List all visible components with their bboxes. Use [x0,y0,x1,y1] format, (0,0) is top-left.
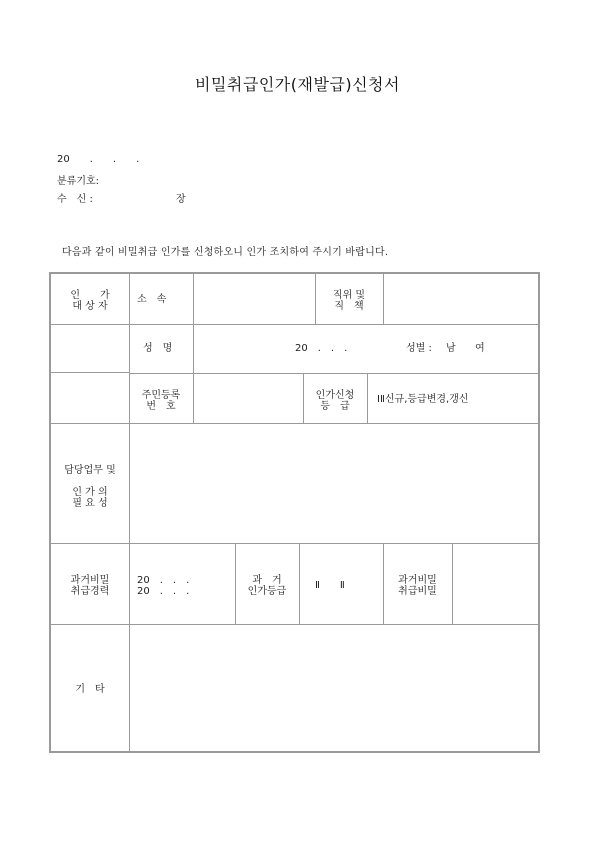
duty-necessity-field[interactable] [130,424,538,543]
affiliation-field[interactable] [194,274,315,324]
recipient-suffix: 장 [176,194,186,205]
position-field[interactable] [384,274,538,324]
gender-label: 성별 : [406,343,432,354]
past-secret-field[interactable] [453,544,538,624]
subject-label: 인 가 대 상 자 [70,290,110,312]
grade-options[interactable]: ⅠⅡ신규,등급변경,갱신 [377,394,469,405]
grade-request-label: 인가신청 등 급 [315,390,355,412]
intro-text: 다음과 같이 비밀취급 인가를 신청하오니 인가 조치하여 주시기 바랍니다. [62,247,389,258]
resident-number-label: 주민등록 번 호 [141,390,181,412]
position-label: 직위 및 직 책 [332,290,366,312]
classification-code: 분류기호: [57,176,100,187]
gender-female-option[interactable]: 여 [475,343,485,354]
past-grade-label: 과 거 인가등급 [247,575,287,597]
duty-necessity-label: 담당업무 및 인 가 의 필 요 성 [64,465,116,509]
name-field[interactable] [194,325,294,373]
history-dates: 20 . . . 20 . . . [137,575,190,597]
birth-date: 20 . . . [295,343,348,354]
application-form [49,272,540,753]
history-label: 과거비밀 취급경력 [70,575,110,597]
other-label: 기 타 [75,684,105,695]
past-grade-options[interactable]: Ⅱ Ⅱ [315,580,345,591]
gender-male-option[interactable]: 남 [446,343,456,354]
name-label: 성 명 [143,343,173,354]
page-title: 비밀취급인가(재발급)신청서 [195,75,400,94]
other-field[interactable] [130,625,538,751]
recipient-label: 수 신 : [57,194,93,205]
past-secret-label: 과거비밀 취급비밀 [398,575,437,597]
affiliation-label: 소 속 [137,294,167,305]
resident-number-field[interactable] [194,374,303,423]
application-date: 20 . . . [57,154,140,165]
